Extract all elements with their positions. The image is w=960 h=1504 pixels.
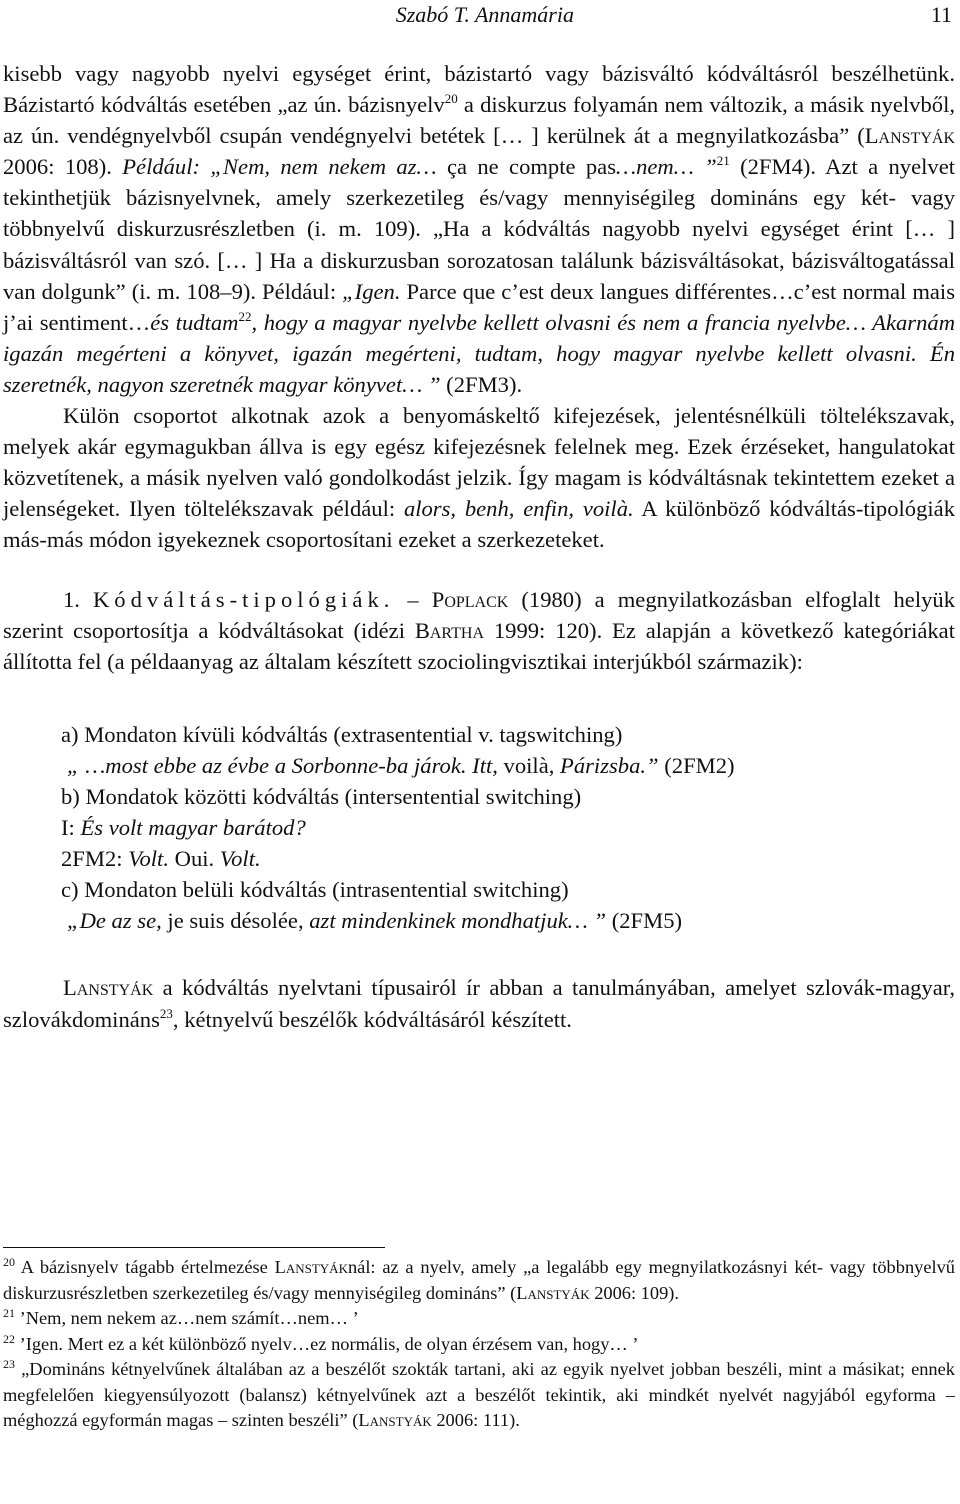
example-type-b: b) Mondatok közötti kódváltás (intersentential switching) (61, 783, 582, 809)
example-quote: azt mindenkinek mondhatjuk… ” (309, 908, 607, 934)
text-run: 1999: 120). Ez alapján a következő kategóriákat állította fel (a példaanyag az általam készített szociolingvisztikai interjúkból származik): (3, 617, 955, 674)
running-header (0, 2, 952, 28)
footnote-divider (3, 1247, 385, 1248)
example-quote: „Igen. (342, 278, 401, 304)
text-run: ’Nem, nem nekem az…nem számít…nem… ’ (15, 1308, 359, 1328)
footnotes (3, 1255, 955, 1434)
example-a (3, 750, 955, 781)
example-quote: Volt. (219, 846, 261, 872)
example-quote: „ …most ebbe az évbe a Sorbonne-ba járok. Itt, (67, 752, 498, 778)
footnote-number: 23 (3, 1357, 15, 1371)
example-quote: Párizsba.” (560, 752, 659, 778)
example-words: alors, benh, enfin, voilà. (403, 496, 634, 522)
example-french: Parce que c’est deux langues différentes…c’est normal mais j’ai sentiment… (3, 278, 955, 335)
text-run: s (151, 1006, 160, 1032)
author-name: Lanstyák (516, 1282, 590, 1303)
italic-run: Például: (122, 154, 201, 180)
speaker-label: 2FM2: (61, 846, 129, 872)
example-french: je suis désolée, (161, 908, 310, 934)
footnote-20 (3, 1255, 955, 1306)
author-name: Poplack (431, 586, 509, 612)
text-run: , kétnyelvű beszélők kódváltásáról készített. (172, 1006, 572, 1032)
paragraph-4 (3, 972, 955, 1034)
example-quote: és tudtam (150, 309, 239, 335)
text-run: A különböző kódváltás-tipológiák más-más módon igyekeznek csoportosítani ezeket a szerkezeteket. (3, 496, 955, 553)
footnote-number: 21 (3, 1306, 15, 1320)
example-b-line1 (3, 812, 955, 843)
paragraph-2 (3, 400, 955, 555)
footnote-ref-22[interactable]: 22 (238, 308, 252, 324)
example-source: (2FM5) (606, 908, 683, 934)
section-title: Kódváltás-tipológiák. (92, 586, 395, 612)
paragraph-3 (3, 584, 955, 677)
text-run: „Domináns kétnyelvűnek általában az a beszélőt szokták tartani, aki az egyik nyelvet jobban beszéli, mint a másikat; ennek megfelelően kiegyensúlyozott (balansz) kétnyelvűnek azt a beszélőt tekintik, aki mindkét nyelvét nagyjából egyforma – méghozzá egyformán magas – szinten beszéli” ( (3, 1359, 955, 1430)
author-name: Lanstyák (63, 975, 154, 1001)
author-name: Lanstyák (358, 1410, 432, 1430)
example-b-line2 (3, 843, 955, 874)
text-run: (2FM3). (440, 371, 523, 397)
footnote-ref-21[interactable]: 21 (716, 153, 730, 169)
example-french: Oui. (168, 846, 220, 872)
footnote-ref-20[interactable]: 20 (444, 91, 458, 107)
example-quote: …nem… ” (616, 154, 717, 180)
text-run: nál: az a nyelv, amely „a legalább egy megnyilatkozásnyi két- vagy többnyelvű diskurzusrészletben szerkezetileg és/vagy mennyiségileg domináns” ( (3, 1257, 956, 1303)
author-name: Lanstyák (274, 1257, 348, 1277)
example-type-c: c) Mondaton belüli kódváltás (intrasentential switching) (61, 877, 569, 903)
example-quote: Volt. (128, 846, 169, 872)
text-run: – (394, 586, 432, 612)
example-quote: „De az se, (67, 908, 162, 934)
footnote-23 (3, 1357, 955, 1434)
text-run: 2006: 111). (431, 1410, 520, 1430)
example-type-a: a) Mondaton kívüli kódváltás (extrasentential v. tagswitching) (61, 721, 623, 747)
text-run: A bázisnyelv tágabb értelmezése (15, 1257, 275, 1277)
text-run: kisebb vagy nagyobb nyelvi egységet érint, bázistartó vagy bázisváltó kódváltásról beszélhetünk. Bázistartó kódváltás esetében „az ún. bázisnyelv (3, 61, 955, 118)
paragraph-1 (3, 58, 955, 400)
spacer (3, 556, 955, 584)
footnote-ref-23[interactable]: 23 (159, 1005, 173, 1021)
text-run: (2FM4). Azt a nyelvet tekinthetjük bázisnyelvnek, amely szerkezetileg és/vagy mennyiségileg domináns egy két- vagy többnyelvű diskurzusrészletben (i. m. 109). „Ha a kódváltás nagyobb nyelvi egységet érint [… ] bázisváltásról van szó. [… ] Ha a diskurzusban sorozatosan találunk bázisváltásokat, bázisváltogatással van dolgunk” (i. m. 108–9). Például: (3, 154, 956, 304)
text-run: a diskurzus folyamán nem változik, a másik nyelvből, az ún. vendégnyelvből csupán vendégnyelvi betétek [… ] kerülnek át a megnyilatkozásba” ( (3, 92, 955, 149)
example-french: ça ne compte pas (436, 154, 617, 180)
speaker-label: I: (61, 815, 81, 841)
body-text (3, 58, 955, 1035)
text-run: a kódváltás nyelvtani típusairól ír abban a tanulmányában, amelyet szlovák-magyar, szlovákdominán (3, 975, 955, 1032)
text-run: (1980) a megnyilatkozásban elfoglalt helyük szerint csoportosítja a kódváltásokat (idézi (3, 586, 955, 643)
footnote-number: 22 (3, 1331, 15, 1346)
examples-list (3, 719, 955, 937)
footnote-22 (3, 1332, 955, 1358)
example-quote: , hogy a magyar nyelvbe kellett olvasni és nem a francia nyelvbe… Akarnám igazán megérteni a könyvet, igazán megérteni, tudtam, hogy magyar nyelvbe kellett olvasni. Én szeretnék, nagyon szeretnék magyar könyvet… ” (3, 309, 956, 397)
text-run: ’Igen. Mert ez a két különböző nyelv…ez normális, de olyan érzésem van, hogy… ’ (15, 1333, 639, 1354)
spacer (3, 936, 955, 972)
footnote-number: 20 (3, 1255, 15, 1269)
page-number: 11 (930, 2, 952, 27)
header-author: Szabó T. Annamária (395, 2, 574, 27)
author-name: Bartha (414, 617, 485, 643)
footnote-21 (3, 1306, 955, 1332)
example-source: (2FM2) (658, 752, 735, 778)
author-name: Lanstyák (864, 123, 955, 149)
text-run: Külön csoportot alkotnak azok a benyomáskeltő kifejezések, jelentésnélküli töltelékszavak, melyek akár egymagukban állva is egy egész kifejezésnek felelnek meg. Ezek érzéseket, hangulatokat közvetítenek, a másik nyelven való gondolkodást jelzik. Így magam is kódváltásnak tekintettem ezeket a jelenségeket. Ilyen töltelékszavak például: (3, 403, 955, 522)
spacer (3, 677, 955, 719)
text-run: 2006: 109). (589, 1282, 679, 1303)
example-c (3, 905, 955, 936)
text-run: 2006: 108). (3, 154, 123, 180)
example-quote: „Nem, nem nekem az… (210, 154, 437, 180)
text-run (200, 154, 210, 179)
example-quote: És volt magyar barátod? (80, 815, 306, 841)
example-french: voilà, (497, 752, 561, 778)
section-number: 1. (63, 586, 93, 612)
